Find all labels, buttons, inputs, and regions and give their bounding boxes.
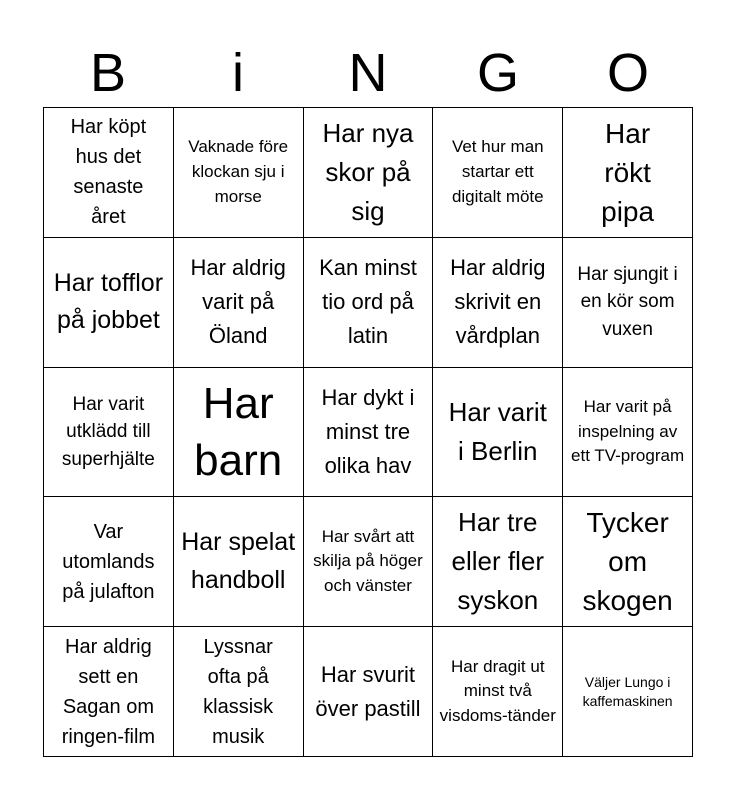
bingo-cell[interactable] [304, 238, 434, 368]
cell-text: Har spelat handboll [181, 528, 296, 594]
bingo-cell[interactable] [174, 627, 304, 757]
bingo-cell[interactable] [304, 627, 434, 757]
cell-text: Var utomlands på julafton [62, 520, 155, 603]
header-letter-g: G [476, 43, 519, 103]
cell-text: Har varit på inspelning av ett TV-program [571, 397, 685, 466]
bingo-cell[interactable] [433, 108, 563, 238]
bingo-cell[interactable] [433, 627, 563, 757]
cell-text: Har dragit ut minst två visdoms-tänder [439, 656, 556, 725]
cell-text: Har aldrig varit på Öland [190, 255, 286, 349]
cell-text: Lyssnar ofta på klassisk musik [203, 635, 274, 748]
cell-text: Har aldrig sett en Sagan om ringen-film [61, 635, 156, 748]
cell-text: Har svurit över pastill [315, 661, 421, 721]
bingo-cell[interactable] [174, 368, 304, 498]
bingo-cell[interactable] [304, 368, 434, 498]
cell-text: Har tre eller fler syskon [451, 507, 545, 616]
bingo-cell[interactable] [433, 368, 563, 498]
header-letter-n: N [348, 43, 388, 103]
bingo-cell[interactable] [44, 238, 174, 368]
bingo-cell[interactable] [174, 497, 304, 627]
bingo-cell[interactable] [563, 368, 693, 498]
cell-text: Har nya skor på sig [322, 117, 414, 226]
bingo-cell[interactable] [44, 108, 174, 238]
bingo-cell[interactable] [433, 497, 563, 627]
cell-text: Har barn [194, 378, 283, 485]
cell-text: Har köpt hus det senaste året [70, 116, 147, 229]
cell-text: Har aldrig skrivit en vårdplan [450, 255, 546, 349]
cell-text: Vaknade före klockan sju i morse [188, 137, 289, 206]
bingo-grid [43, 107, 693, 757]
cell-text: Har varit i Berlin [448, 396, 547, 466]
bingo-cell[interactable] [174, 108, 304, 238]
bingo-cell[interactable] [304, 497, 434, 627]
cell-text: Har dykt i minst tre olika hav [321, 384, 415, 479]
bingo-cell[interactable] [563, 108, 693, 238]
cell-text: Tycker om skogen [582, 507, 673, 617]
cell-text: Vet hur man startar ett digitalt möte [451, 137, 544, 206]
cell-text: Har svårt att skilja på höger och vänster [313, 526, 423, 596]
cell-text: Har tofflor på jobbet [53, 268, 164, 335]
bingo-header [43, 40, 693, 106]
bingo-cell[interactable] [44, 497, 174, 627]
cell-text: Har varit utklädd till superhjälte [61, 393, 155, 470]
cell-text: Kan minst tio ord på latin [319, 255, 417, 349]
bingo-cell[interactable] [433, 238, 563, 368]
bingo-cell[interactable] [44, 627, 174, 757]
header-letter-o: O [606, 43, 649, 103]
bingo-cell[interactable] [304, 108, 434, 238]
cell-text: Väljer Lungo i kaffemaskinen [582, 673, 673, 709]
cell-text: Har sjungit i en kör som vuxen [577, 263, 678, 340]
bingo-cell[interactable] [563, 238, 693, 368]
header-letter-i: i [232, 43, 244, 103]
bingo-cell[interactable] [174, 238, 304, 368]
header-letter-b: B [89, 43, 127, 103]
bingo-cell[interactable] [44, 368, 174, 498]
bingo-cell[interactable] [563, 627, 693, 757]
cell-text: Har rökt pipa [601, 117, 655, 227]
bingo-cell[interactable] [563, 497, 693, 627]
